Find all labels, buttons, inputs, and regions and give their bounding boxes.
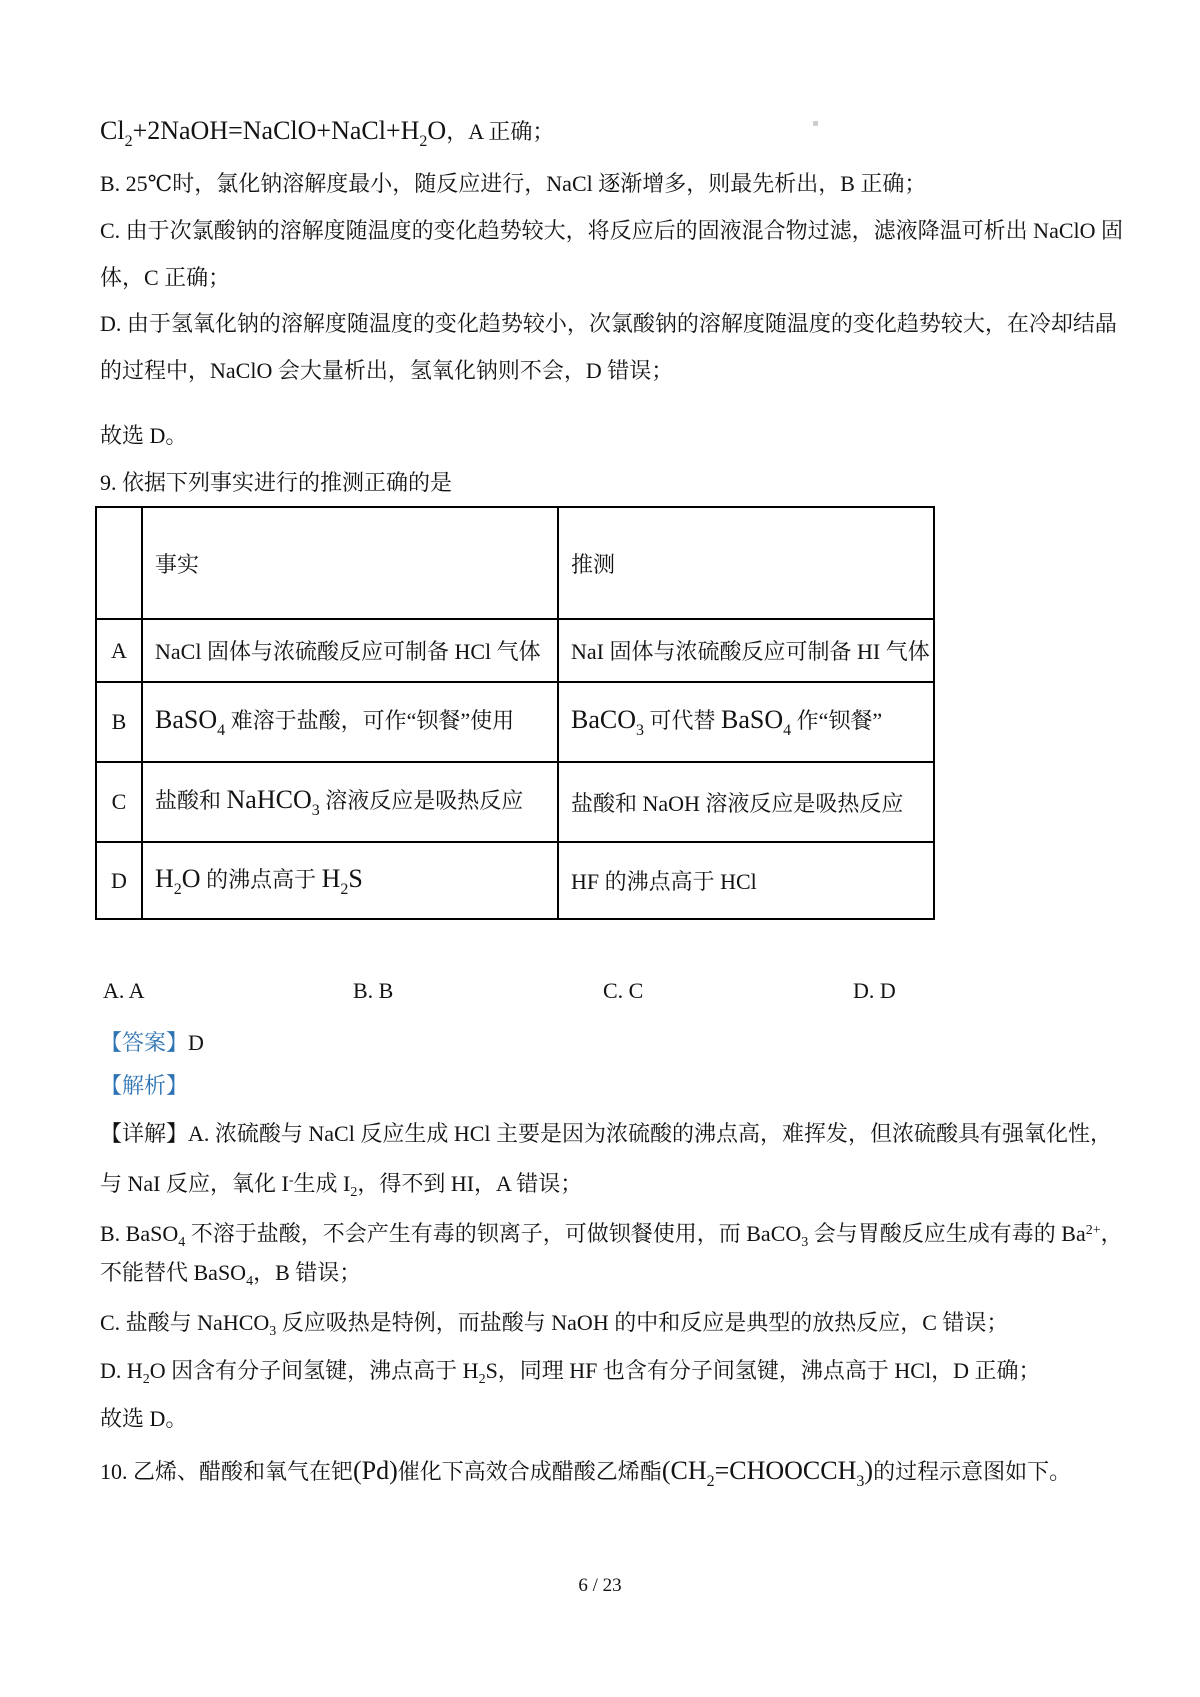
detail-a-line1: 【详解】A. 浓硫酸与 NaCl 反应生成 HCl 主要是因为浓硫酸的沸点高，难挥发，但浓硫酸具有强氧化性， <box>100 1121 1113 1146</box>
table-row-c <box>96 762 934 842</box>
question10-stem: 10. 乙烯、醋酸和氧气在钯(Pd)催化下高效合成醋酸乙烯酯$(CH_2=CHOOCCH_3)$的过程示意图如下。 <box>100 1456 1072 1490</box>
detail-b-line1: B. BaSO$_4$ 不溶于盐酸，不会产生有毒的钡离子，可做钡餐使用，而 BaCO$_3$ 会与胃酸反应生成有毒的 $Ba^{2+}$， <box>100 1221 1123 1250</box>
answer-line: 【答案】D <box>100 1030 204 1055</box>
solution8-option-b-line: B. 25℃时，氯化钠溶解度最小，随反应进行，NaCl 逐渐增多，则最先析出，B 正确； <box>100 171 927 196</box>
row-b-infer-cell: BaCO$_3$ 可代替 BaSO$_4$ 作“钡餐” <box>558 682 934 762</box>
row-d-fact-cell: $H_2O$ 的沸点高于 $H_2S$ <box>142 842 558 919</box>
option-c: C. C <box>603 978 644 1003</box>
table-row-d <box>96 842 934 919</box>
row-c-label-cell: C <box>96 762 142 842</box>
table-header-infer-cell: 推测 <box>558 507 934 619</box>
table-header-fact-cell: 事实 <box>142 507 558 619</box>
table-row-b <box>96 682 934 762</box>
detail-b-line2: 不能替代 BaSO$_4$，B 错误； <box>100 1260 362 1289</box>
row-a-fact-cell: NaCl 固体与浓硫酸反应可制备 HCl 气体 <box>142 619 558 682</box>
solution8-option-d-line2: 的过程中，NaClO 会大量析出，氢氧化钠则不会，D 错误； <box>100 358 674 383</box>
detail-conclusion-line: 故选 D。 <box>100 1406 188 1431</box>
row-b-label-cell: B <box>96 682 142 762</box>
row-c-fact-cell: 盐酸和 NaHCO$_3$ 溶液反应是吸热反应 <box>142 762 558 842</box>
row-a-infer-cell: NaI 固体与浓硫酸反应可制备 HI 气体 <box>558 619 934 682</box>
solution8-option-d-line1: D. 由于氢氧化钠的溶解度随温度的变化趋势较小，次氯酸钠的溶解度随温度的变化趋势较大，在冷却结晶 <box>100 311 1117 336</box>
question9-options-row <box>100 967 1100 1014</box>
table-header-blank-cell <box>96 507 142 619</box>
page-number: 6 / 23 <box>578 1575 622 1596</box>
row-d-label-cell: D <box>96 842 142 919</box>
detail-d-line: D. $H_2O$ 因含有分子间氢键，沸点高于 $H_2S$，同理 HF 也含有分子间氢键，沸点高于 HCl，D 正确； <box>100 1358 1041 1387</box>
row-b-fact-cell: BaSO$_4$ 难溶于盐酸，可作“钡餐”使用 <box>142 682 558 762</box>
detail-a-line2: 与 NaI 反应，氧化 I-生成 $I_2$，得不到 HI，A 错误； <box>100 1171 583 1200</box>
solution8-option-c-line2: 体，C 正确； <box>100 265 231 290</box>
option-d: D. D <box>853 978 896 1003</box>
solution8-option-c-line1: C. 由于次氯酸钠的溶解度随温度的变化趋势较大，将反应后的固液混合物过滤，滤液降温可析出 NaClO 固 <box>100 218 1124 243</box>
table-row-a <box>96 619 934 682</box>
detail-c-line: C. 盐酸与 NaHCO$_3$ 反应吸热是特例，而盐酸与 NaOH 的中和反应是典型的放热反应，C 错误； <box>100 1310 1009 1339</box>
analysis-label-line: 【解析】 <box>100 1073 189 1098</box>
option-a: A. A <box>103 978 145 1003</box>
question9-stem: 9. 依据下列事实进行的推测正确的是 <box>100 470 453 495</box>
solution8-option-a-line: $Cl_2+2NaOH=NaClO+NaCl+H_2O$，A 正确； <box>100 116 555 150</box>
row-a-label-cell: A <box>96 619 142 682</box>
row-d-infer-cell: HF 的沸点高于 HCl <box>558 842 934 919</box>
option-b: B. B <box>353 978 394 1003</box>
row-c-infer-cell: 盐酸和 NaOH 溶液反应是吸热反应 <box>558 762 934 842</box>
solution8-conclusion-line: 故选 D。 <box>100 423 188 448</box>
table-header-row <box>96 507 934 619</box>
scan-artifact-dot <box>813 121 818 126</box>
question9-table <box>95 506 935 920</box>
